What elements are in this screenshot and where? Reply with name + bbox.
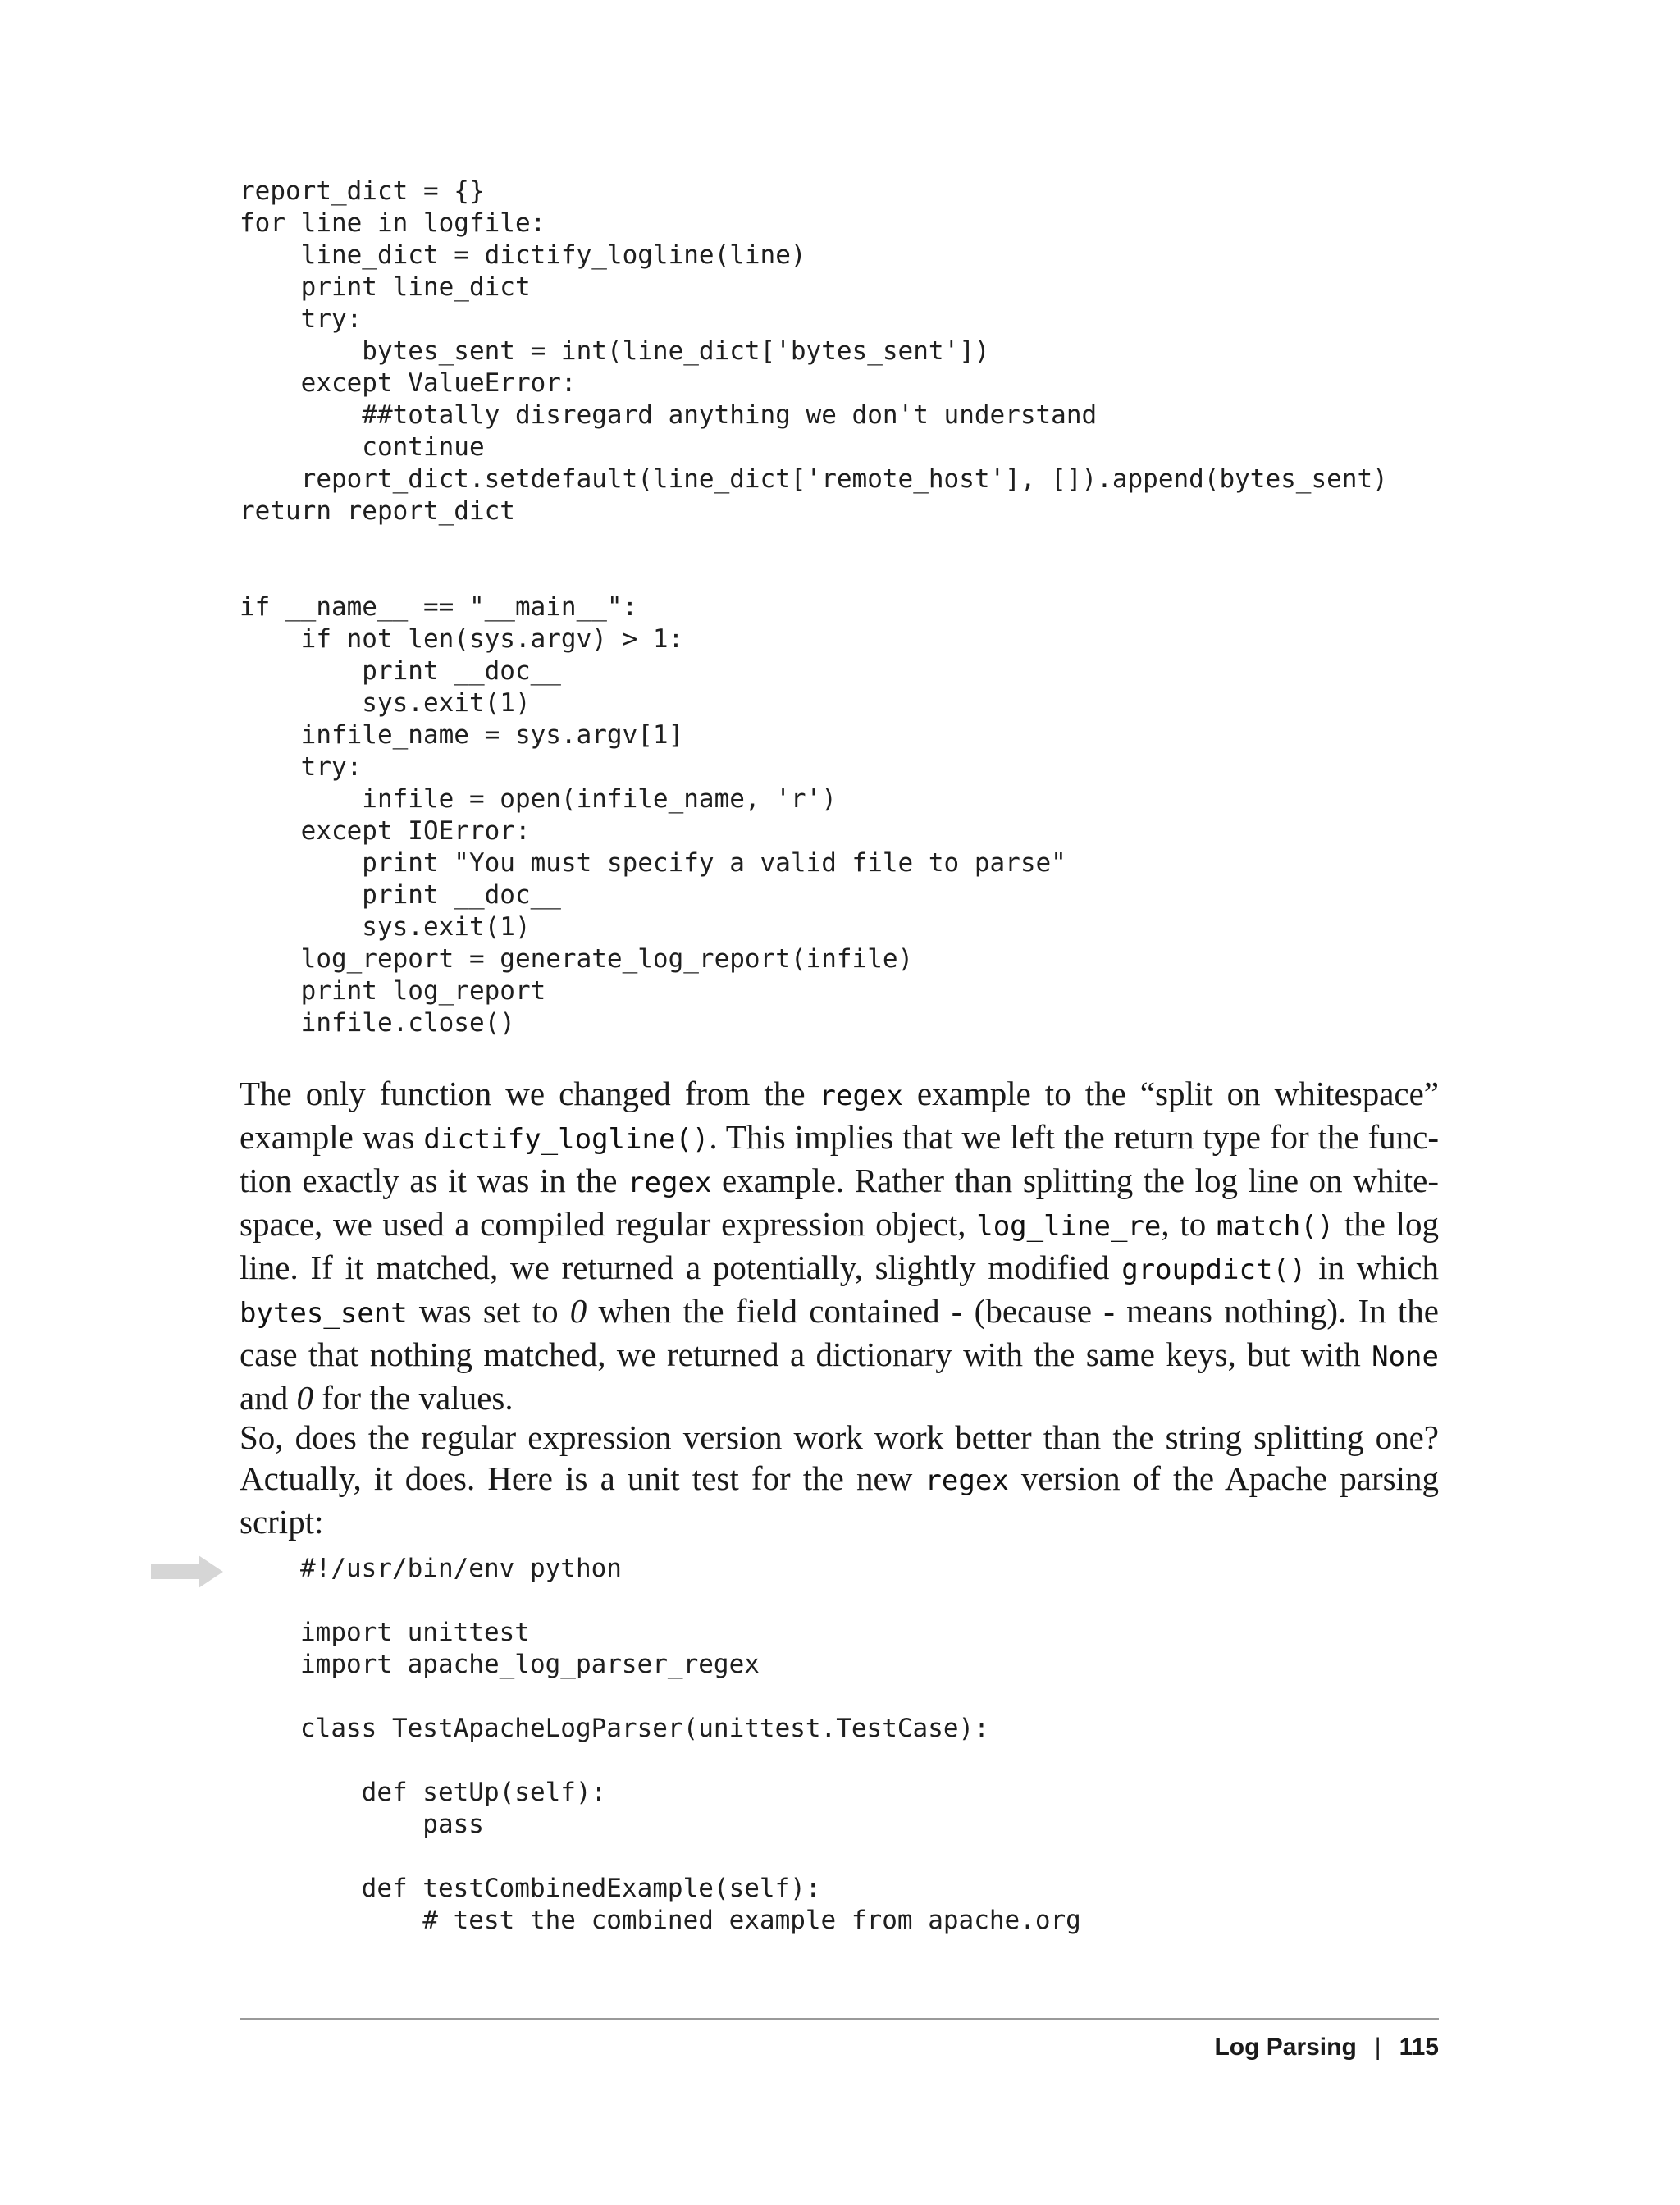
code-line: try:	[240, 304, 363, 334]
code-line: return report_dict	[240, 496, 515, 526]
code-line: if not len(sys.argv) > 1:	[240, 624, 684, 654]
code-line: bytes_sent = int(line_dict['bytes_sent'])	[240, 336, 990, 366]
code-line: report_dict = {}	[240, 176, 485, 206]
body-paragraph-2	[240, 1417, 1439, 1542]
inline-code-regex: regex	[924, 1464, 1009, 1497]
para2-text: version of the Apache parsing script:	[240, 1459, 1439, 1541]
inline-code-bytes-sent: bytes_sent	[240, 1297, 408, 1330]
code-line: try:	[240, 752, 363, 782]
footer-section-title: Log Parsing	[1214, 2034, 1357, 2061]
code-line	[300, 1585, 1081, 1617]
code-line: pass	[300, 1810, 484, 1839]
code-line	[300, 1745, 1081, 1777]
code-line: sys.exit(1)	[240, 912, 531, 942]
code-line: print __doc__	[240, 656, 561, 686]
code-line: line_dict = dictify_logline(line)	[240, 240, 806, 270]
inline-code-dictify-logline: dictify_logline()	[423, 1123, 710, 1156]
code-line: print __doc__	[240, 880, 561, 910]
code-line: infile_name = sys.argv[1]	[240, 720, 684, 750]
code-line: import apache_log_parser_regex	[300, 1650, 760, 1679]
para1-text: , to	[1161, 1205, 1217, 1243]
para1-text: example to the “split on whitespace” example was	[240, 1075, 1439, 1156]
code-line: #!/usr/bin/env python	[300, 1554, 622, 1583]
code-line: except ValueError:	[240, 368, 577, 398]
inline-code-regex: regex	[819, 1080, 903, 1112]
code-line: print line_dict	[240, 272, 531, 302]
italic-zero: 0	[569, 1292, 587, 1330]
code-line: print "You must specify a valid file to parse"	[240, 848, 1066, 878]
code-line: def setUp(self):	[300, 1778, 607, 1807]
inline-code-none: None	[1372, 1340, 1439, 1373]
page-number: 115	[1399, 2034, 1439, 2061]
italic-zero: 0	[296, 1379, 313, 1417]
inline-code-groupdict: groupdict()	[1121, 1253, 1307, 1286]
code-line: log_report = generate_log_report(infile)	[240, 944, 914, 974]
inline-code-log-line-re: log_line_re	[976, 1210, 1162, 1243]
para1-text: . This implies that we left the return type for the function exactly as it was in the	[240, 1118, 1440, 1199]
code-listing-unittest	[300, 1553, 1081, 1937]
code-line: report_dict.setdefault(line_dict['remote_host'], []).append(bytes_sent)	[240, 464, 1388, 494]
code-line: except IOError:	[240, 816, 531, 846]
code-line	[300, 1681, 1081, 1713]
inline-code-match: match()	[1216, 1210, 1335, 1243]
code-line: if __name__ == "__main__":	[240, 592, 638, 622]
code-line: class TestApacheLogParser(unittest.TestCase):	[300, 1714, 989, 1743]
para1-text: and	[240, 1379, 297, 1417]
code-line: infile.close()	[240, 1008, 515, 1038]
code-line: for line in logfile:	[240, 208, 546, 238]
code-line: continue	[240, 432, 485, 462]
footer-separator: |	[1374, 2034, 1381, 2061]
para1-text: when the field contained - (because - means nothing). In the case that nothing matched, we returned a dictionary with the same keys, but with	[240, 1292, 1440, 1373]
inline-code-regex: regex	[628, 1166, 712, 1199]
code-line: print log_report	[240, 976, 546, 1006]
code-line	[240, 527, 1388, 559]
para1-text: the log line. If it matched, we returned a potentially, slightly modified	[240, 1205, 1439, 1286]
code-line: import unittest	[300, 1618, 530, 1647]
para1-text: was set to	[407, 1292, 570, 1330]
para1-text: The only function we changed from the	[240, 1075, 819, 1112]
para1-text: in which	[1306, 1249, 1439, 1286]
code-line	[240, 559, 1388, 591]
para2-text: So, does the regular expression version work work better than the string splitting one? Actually, it does. Here is a unit test for the new	[240, 1418, 1439, 1497]
code-listing-top	[240, 176, 1388, 1039]
right-arrow-icon	[151, 1555, 223, 1588]
code-line: sys.exit(1)	[240, 688, 531, 718]
code-line	[300, 1841, 1081, 1873]
code-line: infile = open(infile_name, 'r')	[240, 784, 837, 814]
code-line: # test the combined example from apache.org	[300, 1906, 1081, 1935]
footer-rule	[240, 2018, 1439, 2020]
para1-text: for the values.	[313, 1379, 514, 1417]
running-footer	[1214, 2031, 1439, 2064]
para1-text: example. Rather than splitting the log line on whitespace, we used a compiled regular expression object,	[240, 1162, 1439, 1243]
code-line: def testCombinedExample(self):	[300, 1874, 821, 1903]
code-line: ##totally disregard anything we don't understand	[240, 400, 1098, 430]
body-paragraph-1	[240, 1073, 1439, 1418]
